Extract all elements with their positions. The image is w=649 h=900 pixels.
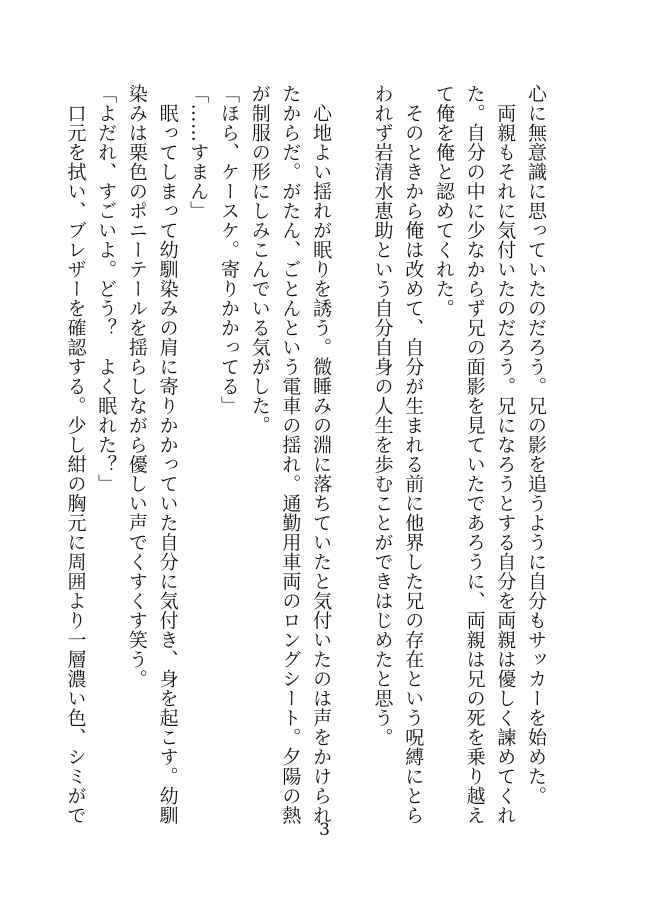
text-line-3: た。自分の中に少なからず兄の面影を見ていたであろうに、両親は兄の死を乗り越え — [463, 84, 486, 825]
dialogue-line-2: 「……すまん」 — [187, 84, 210, 221]
vertical-text-block — [60, 84, 551, 825]
page-number: 3 — [319, 820, 330, 840]
text-line-6: われず岩清水恵助という自分自身の人生を歩むことができはじめたと思う。 — [371, 84, 394, 747]
dialogue-line-3: 「よだれ、すごいよ。どう？ よく眠れた？」 — [95, 84, 118, 494]
scene-break — [336, 84, 367, 784]
text-line-10: が制服の形にしみこんでいる気がした。 — [248, 84, 271, 435]
dialogue-line-1: 「ほら、ケースケ。寄りかかってる」 — [217, 84, 240, 416]
text-line-9: たからだ。がたん、ごとんという電車の揺れ。通勤用車両のロングシート。夕陽の熱 — [279, 84, 302, 825]
text-line-14: 染みは栗色のポニーテールを揺らしながら優しい声でくすくす笑う。 — [125, 84, 148, 689]
text-line-16: 口元を拭い、ブレザーを確認する。少し紺の胸元に周囲より一層濃い色、シミがで — [64, 84, 87, 825]
text-line-4: て俺を俺と認めてくれた。 — [432, 84, 455, 318]
text-line-1: 心に無意識に思っていたのだろう。兄の影を追うように自分もサッカーを始めた。 — [525, 84, 547, 806]
text-line-2: 両親もそれに気付いたのだろう。兄になろうとする自分を両親は優しく諫めてくれ — [494, 84, 517, 825]
text-line-5: そのときから俺は改めて、自分が生まれる前に他界した兄の存在という呪縛にとら — [402, 84, 425, 825]
text-line-13: 眠ってしまって幼馴染みの肩に寄りかかっていた自分に気付き、身を起こす。幼馴 — [156, 84, 179, 825]
text-line-8: 心地よい揺れが眠りを誘う。微睡みの淵に落ちていたと気付いたのは声をかけられ — [310, 84, 333, 825]
